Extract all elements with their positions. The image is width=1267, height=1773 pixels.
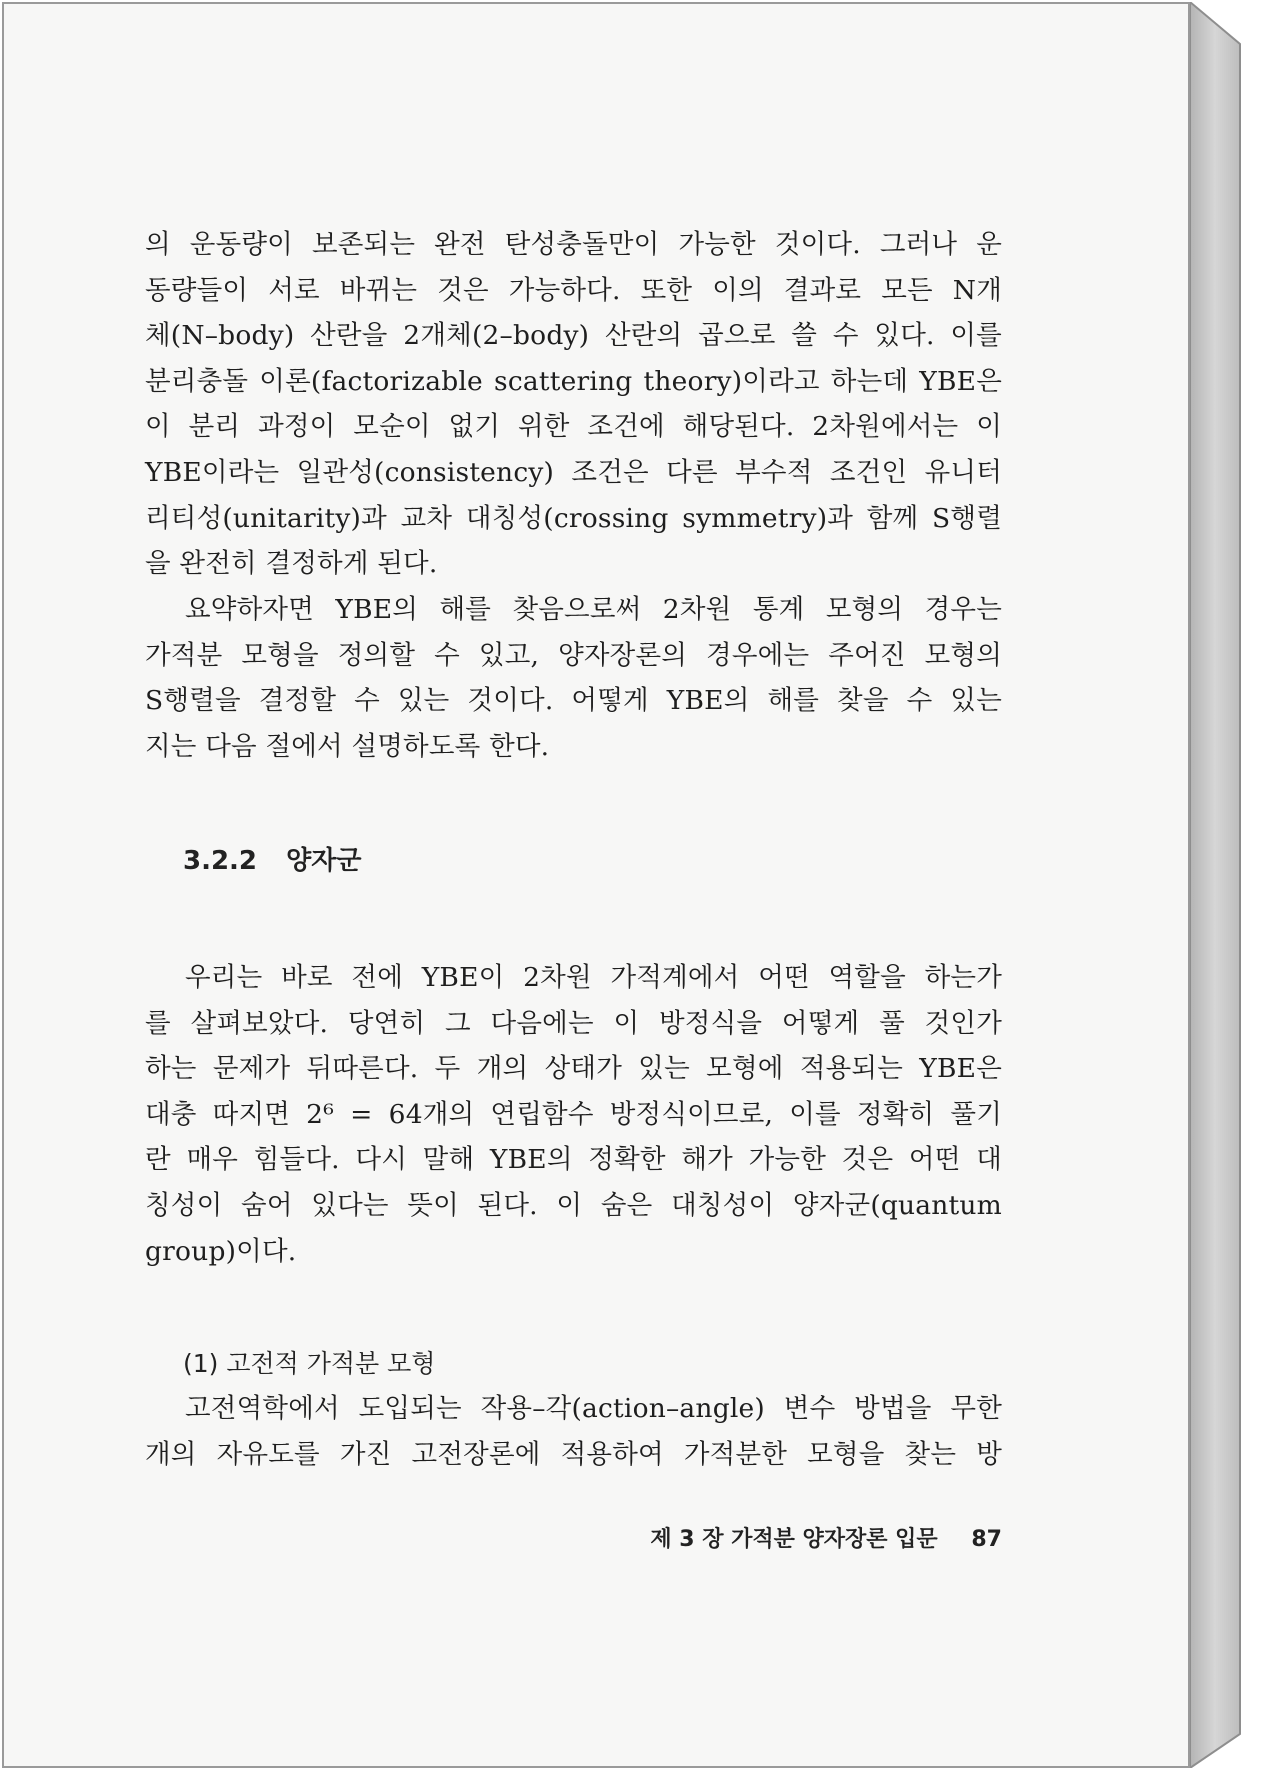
text-line: group)이다.	[145, 1235, 297, 1267]
page-footer	[650, 1522, 1002, 1553]
text-line: 체(N–body) 산란을 2개체(2–body) 산란의 곱으로 쓸 수 있다. 이를	[145, 320, 1002, 352]
text-line: 고전역학에서 도입되는 작용–각(action–angle) 변수 방법을 무한	[185, 1393, 1002, 1424]
page-number: 87	[971, 1527, 1002, 1552]
text-line: 동량들이 서로 바뀌는 것은 가능하다. 또한 이의 결과로 모든 N개	[145, 274, 1002, 306]
text-line: 지는 다음 절에서 설명하도록 한다.	[145, 730, 550, 762]
text-line: 란 매우 힘들다. 다시 말해 YBE의 정확한 해가 가능한 것은 어떤 대	[145, 1144, 1002, 1176]
chapter-title: 제 3 장 가적분 양자장론 입문	[650, 1527, 938, 1552]
text-line: 가적분 모형을 정의할 수 있고, 양자장론의 경우에는 주어진 모형의	[145, 639, 1002, 671]
text-line: 이 분리 과정이 모순이 없기 위한 조건에 해당된다. 2차원에서는 이	[145, 411, 1002, 443]
section-title: 양자군	[286, 846, 362, 876]
text-line: 리티성(unitarity)과 교차 대칭성(crossing symmetry)과 함께 S행렬	[145, 502, 1002, 534]
paragraph-2	[145, 587, 1002, 769]
text-line: 을 완전히 결정하게 된다.	[145, 548, 438, 580]
text-line: 의 운동량이 보존되는 완전 탄성충돌만이 가능한 것이다. 그러나 운	[145, 229, 1002, 260]
text-line: 요약하자면 YBE의 해를 찾음으로써 2차원 통계 모형의 경우는	[185, 594, 1002, 625]
book-spine	[1190, 2, 1245, 1768]
paragraph-3	[145, 955, 1002, 1274]
subsection-heading: (1) 고전적 가적분 모형	[183, 1349, 436, 1378]
text-line: 를 살펴보았다. 당연히 그 다음에는 이 방정식을 어떻게 풀 것인가	[145, 1007, 1002, 1039]
paragraph-1	[145, 222, 1002, 587]
text-line: 분리충돌 이론(factorizable scattering theory)이라고 하는데 YBE은	[145, 365, 1002, 397]
text-line: 우리는 바로 전에 YBE이 2차원 가적계에서 어떤 역할을 하는가	[185, 962, 1002, 993]
text-line: 하는 문제가 뒤따른다. 두 개의 상태가 있는 모형에 적용되는 YBE은	[145, 1053, 1002, 1085]
text-line: 개의 자유도를 가진 고전장론에 적용하여 가적분한 모형을 찾는 방	[145, 1438, 1002, 1470]
section-number: 3.2.2	[183, 846, 258, 876]
text-line: YBE이라는 일관성(consistency) 조건은 다른 부수적 조건인 유니터	[145, 456, 1002, 488]
text-line: S행렬을 결정할 수 있는 것이다. 어떻게 YBE의 해를 찾을 수 있는	[145, 685, 1002, 717]
text-line: 대충 따지면 2⁶ = 64개의 연립함수 방정식이므로, 이를 정확히 풀기	[145, 1098, 1002, 1130]
text-line: 칭성이 숨어 있다는 뜻이 된다. 이 숨은 대칭성이 양자군(quantum	[145, 1189, 1002, 1221]
paragraph-4	[145, 1386, 1002, 1477]
section-heading	[183, 840, 361, 877]
